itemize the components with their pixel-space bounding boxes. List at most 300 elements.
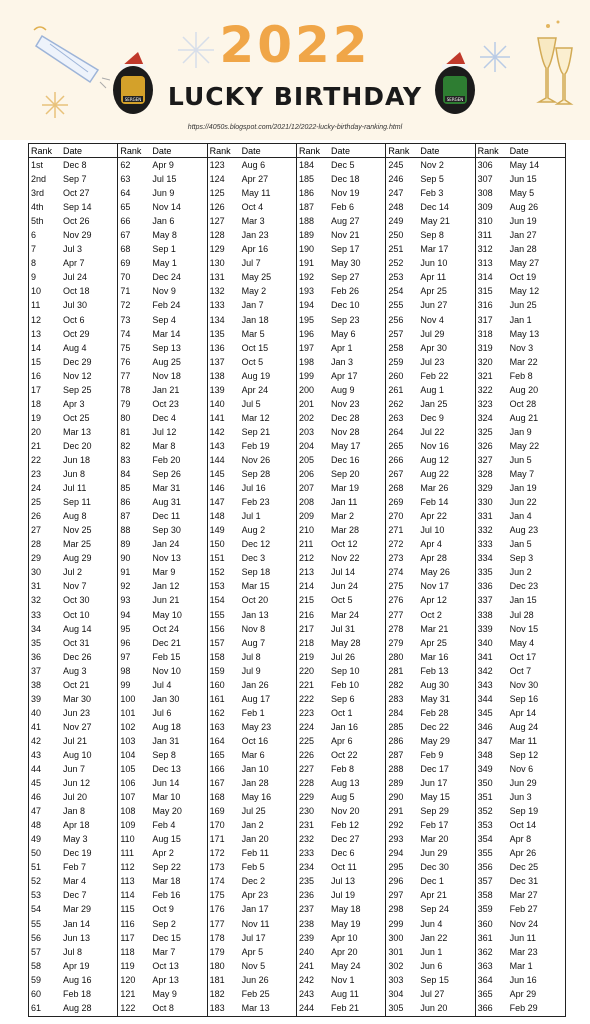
table-row (208, 959, 296, 973)
table-row (118, 664, 206, 678)
date-cell: Feb 3 (420, 188, 444, 199)
date-cell: May 5 (509, 188, 535, 199)
rank-cell: 356 (477, 862, 493, 873)
date-cell: Mar 4 (63, 876, 87, 887)
table-row (476, 425, 565, 439)
date-cell: Mar 11 (509, 735, 537, 746)
rank-cell: 203 (299, 426, 315, 437)
date-cell: Nov 14 (152, 202, 181, 213)
rank-cell: 210 (299, 525, 315, 536)
date-cell: Oct 19 (509, 272, 537, 283)
table-row (386, 832, 474, 846)
rank-cell: 264 (388, 426, 404, 437)
date-cell: May 25 (241, 272, 272, 283)
table-row (297, 987, 385, 1001)
rank-cell: 268 (388, 483, 404, 494)
rank-cell: 141 (209, 412, 225, 423)
table-row (386, 551, 474, 565)
rank-cell: 198 (299, 356, 315, 367)
source-url: https://4050s.blogspot.com/2021/12/2022-lucky-birthday-ranking.html (187, 124, 403, 131)
rank-cell: 40 (31, 707, 42, 718)
table-row (118, 902, 206, 916)
rank-cell: 201 (299, 398, 315, 409)
rank-cell: 314 (477, 272, 493, 283)
date-cell: Oct 20 (241, 595, 269, 606)
table-row (29, 537, 117, 551)
rank-cell: 322 (477, 384, 493, 395)
date-cell: Mar 13 (63, 426, 92, 437)
date-cell: Jul 22 (420, 426, 445, 437)
rank-cell: 337 (477, 595, 493, 606)
date-cell: Oct 18 (63, 286, 90, 297)
rank-cell: 149 (209, 525, 225, 536)
table-row (476, 720, 565, 734)
date-cell: Sep 24 (420, 904, 449, 915)
rank-cell: 259 (388, 356, 404, 367)
date-cell: Sep 12 (509, 749, 539, 760)
rank-cell: 113 (120, 876, 135, 887)
rank-header: Rank (31, 146, 53, 156)
table-row (476, 902, 565, 916)
date-cell: Mar 7 (152, 946, 176, 957)
page-title: LUCKY BIRTHDAY (167, 82, 423, 111)
date-cell: Apr 14 (509, 707, 537, 718)
rank-cell: 202 (299, 412, 315, 423)
table-row (29, 593, 117, 607)
date-cell: Jul 19 (331, 890, 356, 901)
table-row (118, 172, 206, 186)
rank-cell: 155 (209, 609, 225, 620)
date-cell: Jan 3 (331, 356, 354, 367)
table-row (29, 917, 117, 931)
rank-cell: 172 (209, 848, 225, 859)
date-cell: Jun 26 (241, 974, 269, 985)
rank-cell: 145 (209, 469, 225, 480)
rank-cell: 91 (120, 567, 131, 578)
date-cell: Mar 17 (420, 244, 449, 255)
table-row (118, 439, 206, 453)
table-row (208, 467, 296, 481)
rank-cell: 29 (31, 553, 42, 564)
rank-cell: 330 (477, 497, 493, 508)
date-cell: Feb 6 (331, 202, 355, 213)
rank-cell: 167 (209, 778, 225, 789)
rank-cell: 93 (120, 595, 131, 606)
rank-cell: 359 (477, 904, 493, 915)
table-row (118, 622, 206, 636)
date-cell: Nov 21 (331, 230, 360, 241)
rank-cell: 131 (209, 272, 225, 283)
table-row (29, 888, 117, 902)
rank-cell: 260 (388, 370, 404, 381)
rank-cell: 302 (388, 960, 404, 971)
date-cell: Jan 15 (509, 595, 537, 606)
date-cell: Aug 12 (420, 454, 449, 465)
table-row (208, 748, 296, 762)
table-row (476, 158, 565, 172)
date-cell: Nov 2 (420, 160, 444, 170)
date-cell: Dec 26 (63, 651, 92, 662)
date-cell: Apr 22 (420, 511, 447, 522)
rank-cell: 284 (388, 707, 404, 718)
table-row (29, 622, 117, 636)
table-row (29, 678, 117, 692)
table-row (386, 608, 474, 622)
table-row (297, 327, 385, 341)
date-cell: Oct 25 (63, 412, 90, 423)
date-cell: Nov 20 (331, 806, 360, 817)
rank-cell: 60 (31, 988, 42, 999)
table-row (208, 551, 296, 565)
date-cell: Feb 5 (241, 862, 265, 873)
date-cell: May 11 (241, 188, 271, 199)
date-cell: Oct 7 (509, 665, 532, 676)
date-cell: Jan 17 (241, 904, 269, 915)
table-row (297, 228, 385, 242)
table-row (29, 439, 117, 453)
rank-cell: 250 (388, 230, 404, 241)
date-cell: Sep 11 (63, 497, 91, 508)
date-cell: Apr 19 (63, 960, 90, 971)
rank-cell: 130 (209, 258, 225, 269)
table-row (476, 959, 565, 973)
date-cell: Oct 13 (152, 960, 179, 971)
date-cell: Nov 29 (63, 230, 92, 241)
table-row (297, 945, 385, 959)
rank-cell: 183 (209, 1002, 225, 1013)
table-row (208, 200, 296, 214)
date-cell: Sep 22 (152, 862, 181, 873)
rank-cell: 285 (388, 721, 404, 732)
table-row (208, 973, 296, 987)
table-row (118, 523, 206, 537)
date-cell: Oct 9 (152, 904, 174, 915)
rank-cell: 85 (120, 483, 131, 494)
table-row (208, 228, 296, 242)
table-row (29, 832, 117, 846)
table-row (118, 355, 206, 369)
date-cell: Oct 24 (152, 623, 179, 634)
date-cell: Nov 11 (241, 918, 270, 929)
date-cell: Jun 25 (509, 300, 537, 311)
table-row (29, 692, 117, 706)
table-row (208, 608, 296, 622)
date-cell: Mar 16 (420, 651, 449, 662)
table-row (208, 650, 296, 664)
rank-cell: 219 (299, 651, 315, 662)
table-row (386, 298, 474, 312)
table-row (29, 214, 117, 228)
table-row (29, 734, 117, 748)
table-row (476, 369, 565, 383)
date-cell: Nov 10 (152, 665, 181, 676)
rank-cell: 194 (299, 300, 315, 311)
table-row (118, 804, 206, 818)
rank-cell: 273 (388, 553, 404, 564)
rank-cell: 108 (120, 806, 136, 817)
rank-cell: 217 (299, 623, 315, 634)
rank-cell: 361 (477, 932, 493, 943)
table-row (208, 270, 296, 284)
rank-cell: 267 (388, 469, 404, 480)
table-row (297, 622, 385, 636)
date-cell: Jan 27 (509, 230, 537, 241)
date-cell: Apr 8 (509, 834, 532, 845)
table-row (29, 902, 117, 916)
rank-cell: 122 (120, 1002, 136, 1013)
rank-cell: 135 (209, 328, 225, 339)
header-banner (0, 0, 590, 140)
date-cell: Jul 27 (420, 988, 445, 999)
date-cell: Dec 29 (63, 356, 92, 367)
date-cell: Jun 20 (420, 1002, 448, 1013)
rank-cell: 38 (31, 679, 42, 690)
date-cell: Jun 24 (331, 581, 359, 592)
table-row (208, 186, 296, 200)
table-row (208, 790, 296, 804)
rank-cell: 9 (31, 272, 37, 283)
date-cell: Aug 22 (420, 469, 449, 480)
date-cell: Jul 8 (241, 651, 261, 662)
table-row (476, 593, 565, 607)
table-row (297, 917, 385, 931)
table-row (386, 439, 474, 453)
table-row (118, 706, 206, 720)
table-row (297, 439, 385, 453)
rank-cell: 279 (388, 637, 404, 648)
table-row (208, 383, 296, 397)
rank-cell: 180 (209, 960, 225, 971)
table-row (29, 242, 117, 256)
table-row (386, 579, 474, 593)
date-cell: Sep 7 (63, 174, 87, 185)
table-row (208, 425, 296, 439)
table-row (29, 200, 117, 214)
table-row (29, 383, 117, 397)
table-row (297, 355, 385, 369)
table-row (208, 804, 296, 818)
date-cell: Aug 29 (63, 553, 92, 564)
date-cell: Nov 1 (331, 974, 355, 985)
rank-cell: 45 (31, 778, 42, 789)
rank-cell: 321 (477, 370, 493, 381)
table-row (476, 298, 565, 312)
rank-cell: 328 (477, 469, 493, 480)
date-cell: Jan 14 (63, 918, 91, 929)
date-cell: Mar 2 (331, 511, 355, 522)
date-cell: Oct 22 (331, 749, 358, 760)
rank-cell: 112 (120, 862, 135, 873)
date-cell: Oct 12 (331, 539, 358, 550)
table-row (386, 383, 474, 397)
table-row (386, 523, 474, 537)
date-cell: Jul 23 (420, 356, 445, 367)
rank-cell: 137 (209, 356, 225, 367)
rank-cell: 342 (477, 665, 493, 676)
table-row (297, 369, 385, 383)
table-row (297, 874, 385, 888)
date-cell: Oct 17 (509, 651, 537, 662)
rank-cell: 215 (299, 595, 315, 606)
rank-cell: 230 (299, 806, 315, 817)
date-cell: Sep 29 (420, 806, 449, 817)
rank-cell: 31 (31, 581, 42, 592)
date-cell: Aug 27 (331, 216, 360, 227)
table-row (29, 804, 117, 818)
table-row (297, 888, 385, 902)
table-row (386, 860, 474, 874)
rank-cell: 309 (477, 202, 493, 213)
rank-cell: 277 (388, 609, 404, 620)
table-row (208, 579, 296, 593)
table-row (476, 256, 565, 270)
date-cell: Jul 7 (241, 258, 261, 269)
date-cell: Dec 7 (63, 890, 87, 901)
table-row (29, 706, 117, 720)
date-cell: Dec 17 (420, 764, 449, 775)
table-row (386, 186, 474, 200)
rank-cell: 146 (209, 483, 225, 494)
rank-cell: 242 (299, 974, 315, 985)
table-row (297, 495, 385, 509)
date-cell: May 15 (420, 792, 450, 803)
table-row (118, 579, 206, 593)
rank-header: Rank (299, 146, 321, 156)
rank-cell: 165 (209, 749, 225, 760)
rank-cell: 133 (209, 300, 225, 311)
rank-cell: 84 (120, 469, 131, 480)
rank-cell: 58 (31, 960, 42, 971)
date-cell: Mar 28 (331, 525, 360, 536)
date-cell: Jun 23 (63, 707, 91, 718)
rank-cell: 49 (31, 834, 42, 845)
date-cell: May 29 (420, 735, 450, 746)
rank-cell: 191 (299, 258, 315, 269)
rank-cell: 253 (388, 272, 404, 283)
column-header (476, 144, 565, 158)
date-cell: Nov 23 (331, 398, 360, 409)
date-cell: Jan 31 (152, 735, 180, 746)
table-row (29, 256, 117, 270)
date-cell: Sep 26 (152, 469, 181, 480)
rank-cell: 324 (477, 412, 493, 423)
date-cell: Jul 28 (509, 609, 534, 620)
table-row (297, 425, 385, 439)
table-row (118, 228, 206, 242)
rank-cell: 120 (120, 974, 136, 985)
date-cell: Jul 12 (152, 426, 177, 437)
rank-cell: 206 (299, 469, 315, 480)
rank-cell: 52 (31, 876, 42, 887)
table-row (386, 270, 474, 284)
rank-cell: 224 (299, 721, 315, 732)
table-row (476, 818, 565, 832)
table-row (118, 397, 206, 411)
date-cell: Apr 23 (241, 890, 269, 901)
table-row (297, 537, 385, 551)
table-row (297, 748, 385, 762)
rank-cell: 195 (299, 314, 315, 325)
date-cell: Sep 8 (420, 230, 444, 241)
table-row (208, 622, 296, 636)
date-cell: Nov 25 (63, 525, 92, 536)
table-row (297, 565, 385, 579)
table-row (208, 313, 296, 327)
table-row (29, 467, 117, 481)
date-cell: Aug 2 (241, 525, 266, 536)
rank-cell: 156 (209, 623, 225, 634)
table-row (118, 158, 206, 172)
date-cell: Jul 15 (152, 174, 177, 185)
rank-cell: 170 (209, 820, 225, 831)
date-cell: Jul 20 (63, 792, 88, 803)
table-row (386, 158, 474, 172)
rank-cell: 71 (120, 286, 131, 297)
table-row (386, 790, 474, 804)
rank-cell: 234 (299, 862, 315, 873)
rank-cell: 336 (477, 581, 493, 592)
rank-cell: 186 (299, 188, 315, 199)
date-cell: Jul 9 (241, 665, 261, 676)
date-cell: Nov 27 (63, 721, 92, 732)
table-row (118, 467, 206, 481)
table-row (297, 200, 385, 214)
rank-cell: 166 (209, 764, 225, 775)
table-row (29, 846, 117, 860)
table-row (29, 790, 117, 804)
table-row (297, 973, 385, 987)
rank-cell: 185 (299, 174, 315, 185)
rank-cell: 5th (31, 216, 44, 227)
table-row (118, 748, 206, 762)
date-cell: Jul 26 (331, 651, 356, 662)
date-cell: Apr 2 (152, 848, 174, 859)
rank-cell: 21 (31, 440, 42, 451)
table-row (386, 467, 474, 481)
rank-cell: 188 (299, 216, 315, 227)
rank-cell: 78 (120, 384, 131, 395)
rank-cell: 33 (31, 609, 42, 620)
table-row (118, 341, 206, 355)
svg-text:SERGEN: SERGEN (124, 97, 142, 102)
table-row (208, 256, 296, 270)
date-cell: Dec 31 (509, 876, 539, 887)
date-cell: Sep 23 (331, 314, 360, 325)
rank-cell: 236 (299, 890, 315, 901)
table-row (476, 917, 565, 931)
date-cell: May 9 (152, 988, 177, 999)
date-cell: Mar 9 (152, 567, 176, 578)
date-cell: Sep 6 (331, 693, 355, 704)
svg-text:SERGEN: SERGEN (446, 97, 464, 102)
rank-cell: 19 (31, 412, 42, 423)
date-cell: Feb 8 (331, 764, 355, 775)
date-cell: Feb 22 (420, 370, 449, 381)
table-row (208, 902, 296, 916)
table-row (297, 734, 385, 748)
table-row (386, 537, 474, 551)
date-cell: Mar 13 (241, 1002, 270, 1013)
date-cell: Nov 4 (420, 314, 444, 325)
date-cell: Aug 21 (509, 412, 539, 423)
table-row (476, 537, 565, 551)
rank-cell: 162 (209, 707, 225, 718)
table-row (386, 411, 474, 425)
table-row (386, 1001, 474, 1015)
rank-cell: 272 (388, 539, 404, 550)
table-row (29, 931, 117, 945)
date-cell: Jun 9 (152, 188, 175, 199)
